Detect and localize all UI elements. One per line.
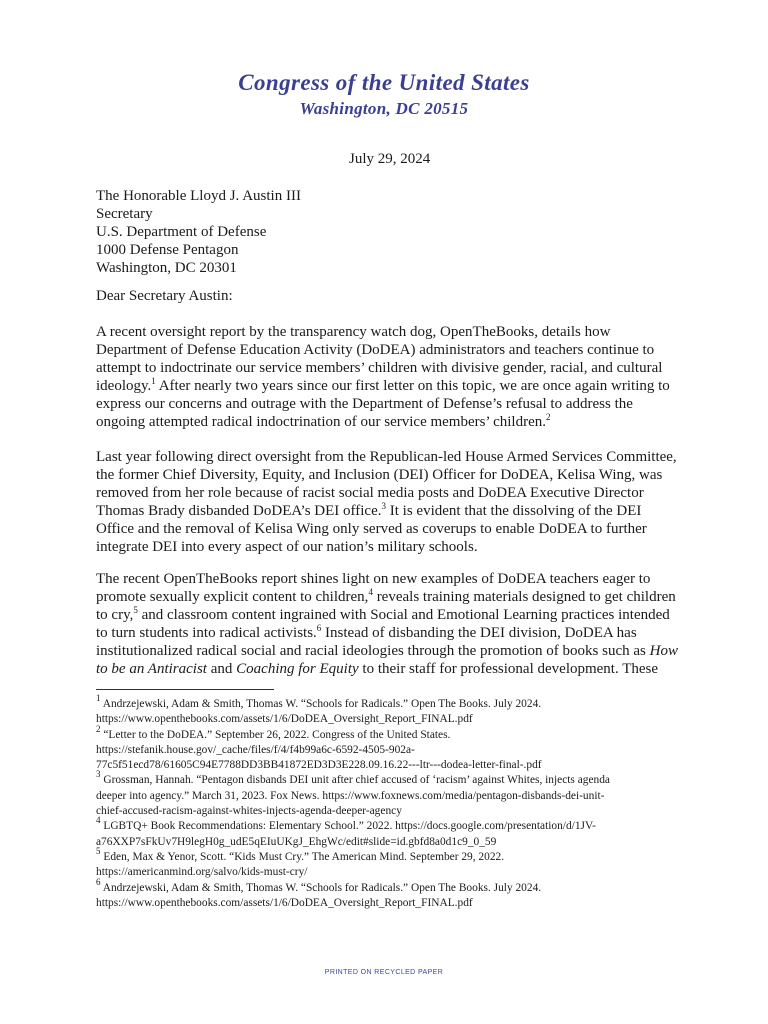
footnote-number: 4 <box>96 815 101 826</box>
footnote-ref-2: 2 <box>546 412 551 422</box>
paragraph-line: Office and the removal of Kelisa Wing only served as coverups to enable DoDEA to further <box>96 521 647 537</box>
footnote-text: “Letter to the DoDEA.” September 26, 2022. Congress of the United States. <box>103 728 451 741</box>
paragraph-1 <box>96 323 682 431</box>
footnote-1 <box>96 693 676 712</box>
footnote-number: 3 <box>96 769 101 780</box>
footnote-text: chief-accused-racism-against-whites-injects-agenda-deeper-agency <box>96 805 402 818</box>
paragraph-line: the former Chief Diversity, Equity, and Inclusion (DEI) Officer for DoDEA, Kelisa Wing, was <box>96 467 663 483</box>
footnote-divider <box>96 689 274 690</box>
paragraph-text: ongoing attempted radical indoctrination of our service members’ children. <box>96 414 546 430</box>
footnote-text: https://stefanik.house.gov/_cache/files/f/4/f4b99a6c-6592-4505-902a- <box>96 743 415 756</box>
paragraph-text: and classroom content ingrained with Social and Emotional Learning practices intended <box>141 607 670 623</box>
paragraph-text: to turn students into radical activists. <box>96 625 317 641</box>
book-title-text: to be an Antiracist <box>96 661 207 677</box>
footnote-text: Andrzejewski, Adam & Smith, Thomas W. “Schools for Radicals.” Open The Books. July 2024. <box>102 881 542 894</box>
salutation: Dear Secretary Austin: <box>96 288 233 304</box>
paragraph-line <box>96 660 682 678</box>
paragraph-text: to cry, <box>96 607 134 623</box>
footnote-4 <box>96 815 676 834</box>
paragraph-line <box>96 624 682 642</box>
paragraph-text: Thomas Brady disbanded DoDEA’s DEI office. <box>96 503 382 519</box>
letterhead <box>0 70 768 119</box>
recycled-paper-notice: PRINTED ON RECYCLED PAPER <box>324 969 444 976</box>
paragraph-text: After nearly two years since our first letter on this topic, we are once again writing to <box>158 378 670 394</box>
footnote-number: 5 <box>96 845 101 856</box>
recipient-street: 1000 Defense Pentagon <box>96 242 239 258</box>
paragraph-text: and <box>210 661 233 677</box>
recipient-city: Washington, DC 20301 <box>96 260 237 276</box>
paragraph-line <box>96 588 682 606</box>
paragraph-text: Instead of disbanding the DEI division, DoDEA has <box>325 625 637 641</box>
footnote-text: Andrzejewski, Adam & Smith, Thomas W. “Schools for Radicals.” Open The Books. July 2024. <box>102 698 542 710</box>
paragraph-line: attempt to indoctrinate our service members’ children with divisive gender, racial, and cultural <box>96 360 663 376</box>
footnote-text: Eden, Max & Yenor, Scott. “Kids Must Cry.” The American Mind. September 29, 2022. <box>103 850 505 863</box>
footnote-ref-5: 5 <box>133 605 138 615</box>
letterhead-title: Congress of the United States <box>238 70 530 95</box>
footnote-ref-4: 4 <box>368 587 373 597</box>
footnote-ref-1: 1 <box>151 376 156 386</box>
paragraph-line: integrate DEI into every aspect of our nation’s military schools. <box>96 539 478 555</box>
paragraph-text: It is evident that the dissolving of the DEI <box>389 503 642 519</box>
footnote-6 <box>96 876 676 896</box>
paragraph-text: institutionalized radical social and racial ideologies through the promotion of books such as <box>96 643 646 659</box>
footnote-number: 2 <box>96 723 101 734</box>
book-title-text: How <box>649 643 678 659</box>
paragraph-2 <box>96 448 682 556</box>
footnote-2 <box>96 723 676 743</box>
footnote-text: 77c5f51ecd78/61605C94E7788DD3BB41872ED3D3E228.09.16.22---ltr---dodea-letter-final-.pdf <box>96 759 542 772</box>
footnote-text: a76XXP7sFkUv7H9legH0g_udE5qEIuUKgJ_EhgWc/edit#slide=id.gbfd8a0d1c9_0_59 <box>96 835 497 848</box>
footnote-5 <box>96 845 676 865</box>
recipient-address <box>96 187 301 277</box>
footnote-number: 6 <box>96 876 101 887</box>
paragraph-text: ideology. <box>96 378 152 394</box>
footnote-ref-6: 6 <box>316 623 322 633</box>
footnote-text: https://www.openthebooks.com/assets/1/6/DoDEA_Oversight_Report_FINAL.pdf <box>96 896 473 909</box>
paragraph-line: express our concerns and outrage with the Department of Defense’s refusal to address the <box>96 396 633 412</box>
footnote-text: https://www.openthebooks.com/assets/1/6/DoDEA_Oversight_Report_FINAL.pdf <box>96 713 473 726</box>
paragraph-line <box>96 377 682 395</box>
paragraph-line <box>96 413 682 431</box>
paragraph-line: The recent OpenTheBooks report shines light on new examples of DoDEA teachers eager to <box>96 571 651 587</box>
paragraph-line: A recent oversight report by the transparency watch dog, OpenTheBooks, details how <box>96 324 611 340</box>
footnote-text: LGBTQ+ Book Recommendations: Elementary School.” 2022. https://docs.google.com/presentation/d/1JV- <box>103 820 596 833</box>
footnote-text: https://americanmind.org/salvo/kids-must-cry/ <box>96 866 308 879</box>
book-title-text: Coaching for Equity <box>236 661 359 677</box>
paragraph-text: reveals training materials designed to get children <box>376 589 676 605</box>
paragraph-line: Department of Defense Education Activity (DoDEA) administrators and teachers continue to <box>96 342 655 358</box>
footnote-text: deeper into agency.” March 31, 2023. Fox News. https://www.foxnews.com/media/pentagon-disbands-dei-unit- <box>96 789 605 802</box>
footnote-3 <box>96 769 676 788</box>
footnote-number: 1 <box>96 693 101 703</box>
footnote-text: Grossman, Hannah. “Pentagon disbands DEI unit after chief accused of ‘racism’ against Whites, injects agenda <box>103 774 610 787</box>
letterhead-subtitle: Washington, DC 20515 <box>299 99 469 118</box>
footnotes <box>96 693 676 911</box>
paragraph-line <box>96 502 682 520</box>
recipient-name: The Honorable Lloyd J. Austin III <box>96 188 301 204</box>
footnote-ref-3: 3 <box>381 501 386 511</box>
paragraph-line: Last year following direct oversight from the Republican-led House Armed Services Committee, <box>96 449 677 465</box>
paragraph-line <box>96 606 682 624</box>
recipient-title: Secretary <box>96 206 153 222</box>
paragraph-line <box>96 642 682 660</box>
paragraph-line: removed from her role because of racist social media posts and DoDEA Executive Director <box>96 485 644 501</box>
recipient-department: U.S. Department of Defense <box>96 224 267 240</box>
letter-date: July 29, 2024 <box>349 151 431 167</box>
paragraph-text: promote sexually explicit content to children, <box>96 589 369 605</box>
paragraph-text: to their staff for professional development. These <box>362 661 659 677</box>
paragraph-3 <box>96 570 682 678</box>
